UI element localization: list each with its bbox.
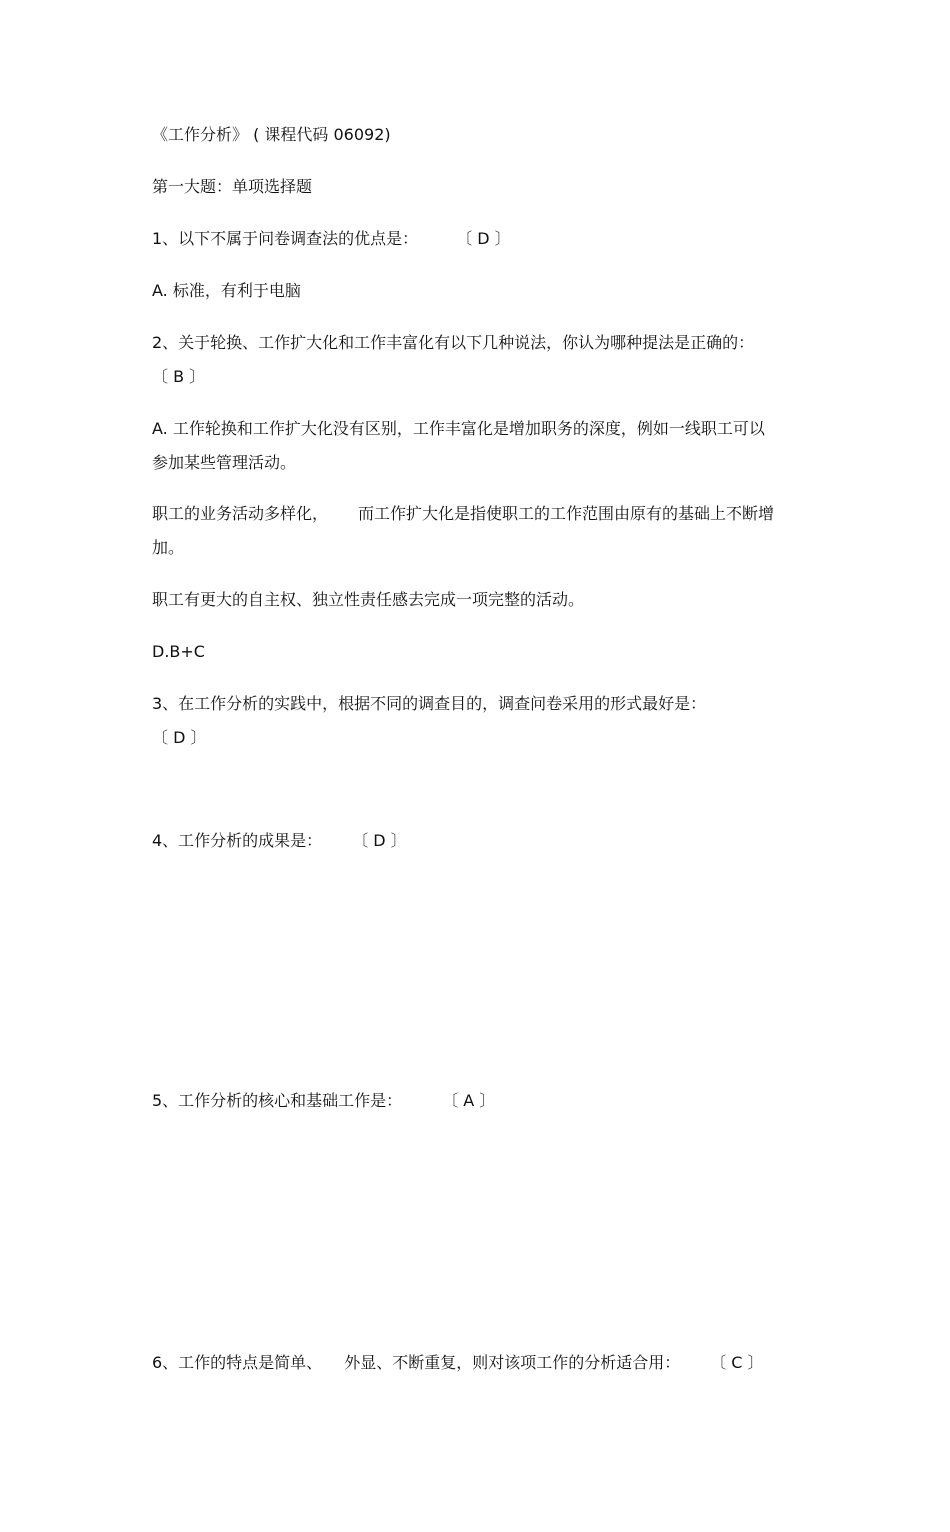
question-6 <box>152 1346 764 1380</box>
question-5-answer: 〔 A 〕 <box>442 1091 496 1110</box>
question-6-text-part1: 6、工作的特点是简单、 <box>152 1353 323 1372</box>
question-3 <box>152 687 752 755</box>
question-2-option-c: 职工有更大的自主权、独立性责任感去完成一项完整的活动。 <box>152 590 585 609</box>
question-4-text: 4、工作分析的成果是： <box>152 831 323 850</box>
question-2-option-b <box>152 497 792 565</box>
question-5 <box>152 1084 495 1118</box>
question-2-option-a: A. 工作轮换和工作扩大化没有区别，工作丰富化是增加职务的深度，例如一线职工可以参加某些管理活动。 <box>152 419 765 472</box>
question-1-option-a: A. 标准，有利于电脑 <box>152 281 301 300</box>
question-6-answer: 〔 C 〕 <box>710 1353 764 1372</box>
question-1-answer: 〔 D 〕 <box>456 229 511 248</box>
question-2-option-d: D.B+C <box>152 642 205 661</box>
document-title: 《工作分析》 ( 课程代码 06092) <box>152 125 391 144</box>
question-2-text: 2、关于轮换、工作扩大化和工作丰富化有以下几种说法，你认为哪种提法是正确的： <box>152 333 755 352</box>
question-4 <box>152 824 407 858</box>
question-2-answer: 〔 B 〕 <box>152 367 206 386</box>
question-1 <box>152 222 511 256</box>
question-4-answer: 〔 D 〕 <box>352 831 407 850</box>
question-5-text: 5、工作分析的核心和基础工作是： <box>152 1091 403 1110</box>
question-3-answer: 〔 D 〕 <box>152 728 207 747</box>
question-1-text: 1、以下不属于问卷调查法的优点是： <box>152 229 419 248</box>
question-2 <box>152 326 762 394</box>
section-heading: 第一大题：单项选择题 <box>152 177 313 196</box>
question-3-text: 3、在工作分析的实践中，根据不同的调查目的，调查问卷采用的形式最好是： <box>152 694 707 713</box>
question-2-option-b-part2: 而工作扩大化是指使职工的工作范围由原有的基础上不断增加。 <box>152 504 775 557</box>
question-6-text-part2: 外显、不断重复，则对该项工作的分析适合用： <box>344 1353 681 1372</box>
question-2-option-b-part1: 职工的业务活动多样化， <box>152 504 329 523</box>
